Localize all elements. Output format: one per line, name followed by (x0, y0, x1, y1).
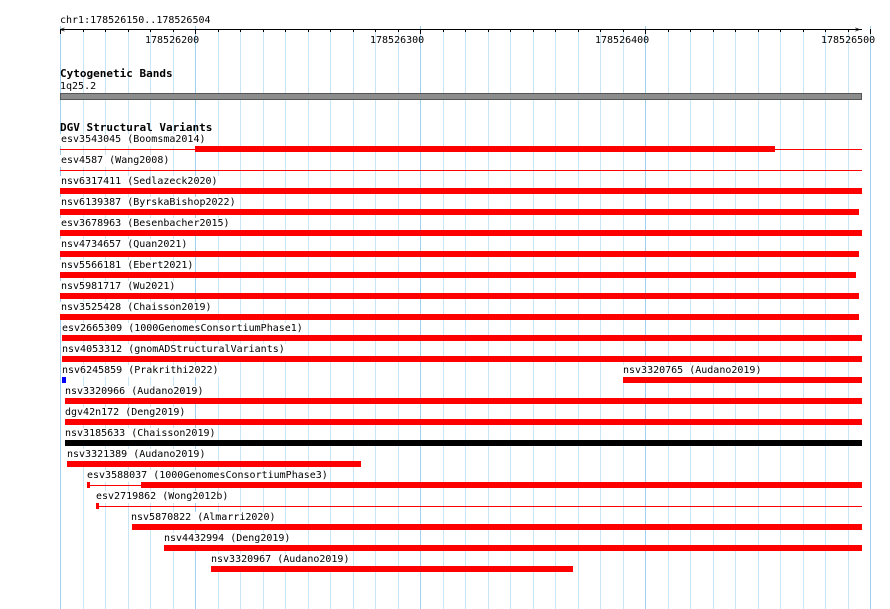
variant-label[interactable]: esv4587 (Wang2008) (61, 155, 170, 166)
ruler-right-arrow: > (855, 25, 860, 34)
variant-bar[interactable] (60, 272, 856, 278)
tick-label-1: 178526200 (145, 35, 200, 46)
variant-label[interactable]: nsv3320967 (Audano2019) (211, 554, 350, 565)
tick-label-4: 178526500 (821, 35, 876, 46)
variant-label[interactable]: esv3543045 (Boomsma2014) (61, 134, 206, 145)
variant-bar[interactable] (65, 398, 862, 404)
variant-label[interactable]: esv3678963 (Besenbacher2015) (61, 218, 230, 229)
variant-bar[interactable] (141, 482, 862, 488)
variant-bar[interactable] (65, 419, 862, 425)
variant-label[interactable]: nsv3321389 (Audano2019) (67, 449, 206, 460)
variant-bar[interactable] (164, 545, 862, 551)
variant-bar[interactable] (60, 188, 862, 194)
variant-bar[interactable] (60, 209, 859, 215)
variant-label[interactable]: nsv6139387 (ByrskaBishop2022) (61, 197, 236, 208)
ruler-axis (60, 29, 862, 30)
variant-bar[interactable] (132, 524, 862, 530)
variant-label[interactable]: nsv5981717 (Wu2021) (61, 281, 176, 292)
variant-bar[interactable] (62, 335, 862, 341)
variant-label[interactable]: nsv6245859 (Prakrithi2022) (62, 365, 219, 376)
variant-label[interactable]: nsv3320966 (Audano2019) (65, 386, 204, 397)
variant-bar[interactable] (96, 503, 99, 509)
variant-bar[interactable] (67, 461, 361, 467)
variant-bar[interactable] (60, 314, 859, 320)
variant-label[interactable]: esv2719862 (Wong2012b) (96, 491, 229, 502)
variant-label[interactable]: nsv3185633 (Chaisson2019) (65, 428, 216, 439)
variant-bar[interactable] (195, 146, 775, 152)
variant-label[interactable]: esv3588037 (1000GenomesConsortiumPhase3) (87, 470, 328, 481)
dgv-track-title: DGV Structural Variants (60, 121, 213, 134)
variant-bar[interactable] (60, 230, 862, 236)
variant-label[interactable]: nsv3320765 (Audano2019) (623, 365, 762, 376)
tick-label-2: 178526300 (370, 35, 425, 46)
variant-bar[interactable] (623, 377, 862, 383)
variant-bar[interactable] (62, 356, 862, 362)
variant-bar-start[interactable] (87, 482, 90, 488)
variant-bar[interactable] (62, 377, 66, 383)
variant-span-line (96, 506, 862, 507)
variant-label[interactable]: esv2665309 (1000GenomesConsortiumPhase1) (62, 323, 303, 334)
cytoband-track-title: Cytogenetic Bands (60, 67, 173, 80)
variant-bar[interactable] (60, 293, 859, 299)
cytoband-bar[interactable] (60, 93, 862, 100)
variant-label[interactable]: dgv42n172 (Deng2019) (65, 407, 186, 418)
variant-label[interactable]: nsv3525428 (Chaisson2019) (61, 302, 212, 313)
region-label: chr1:178526150..178526504 (60, 15, 211, 26)
variant-bar[interactable] (65, 440, 862, 446)
variant-label[interactable]: nsv5870822 (Almarri2020) (131, 512, 276, 523)
tick-label-3: 178526400 (595, 35, 650, 46)
variant-bar[interactable] (211, 566, 573, 572)
variant-label[interactable]: nsv4432994 (Deng2019) (164, 533, 291, 544)
cytoband-name: 1q25.2 (60, 81, 97, 92)
variant-label[interactable]: nsv4053312 (gnomADStructuralVariants) (62, 344, 285, 355)
variant-bar[interactable] (60, 251, 859, 257)
variant-bar[interactable] (60, 170, 862, 171)
variant-label[interactable]: nsv4734657 (Quan2021) (61, 239, 188, 250)
variant-label[interactable]: nsv6317411 (Sedlazeck2020) (61, 176, 218, 187)
variant-label[interactable]: nsv5566181 (Ebert2021) (61, 260, 194, 271)
ruler-left-arrow: < (60, 25, 65, 34)
